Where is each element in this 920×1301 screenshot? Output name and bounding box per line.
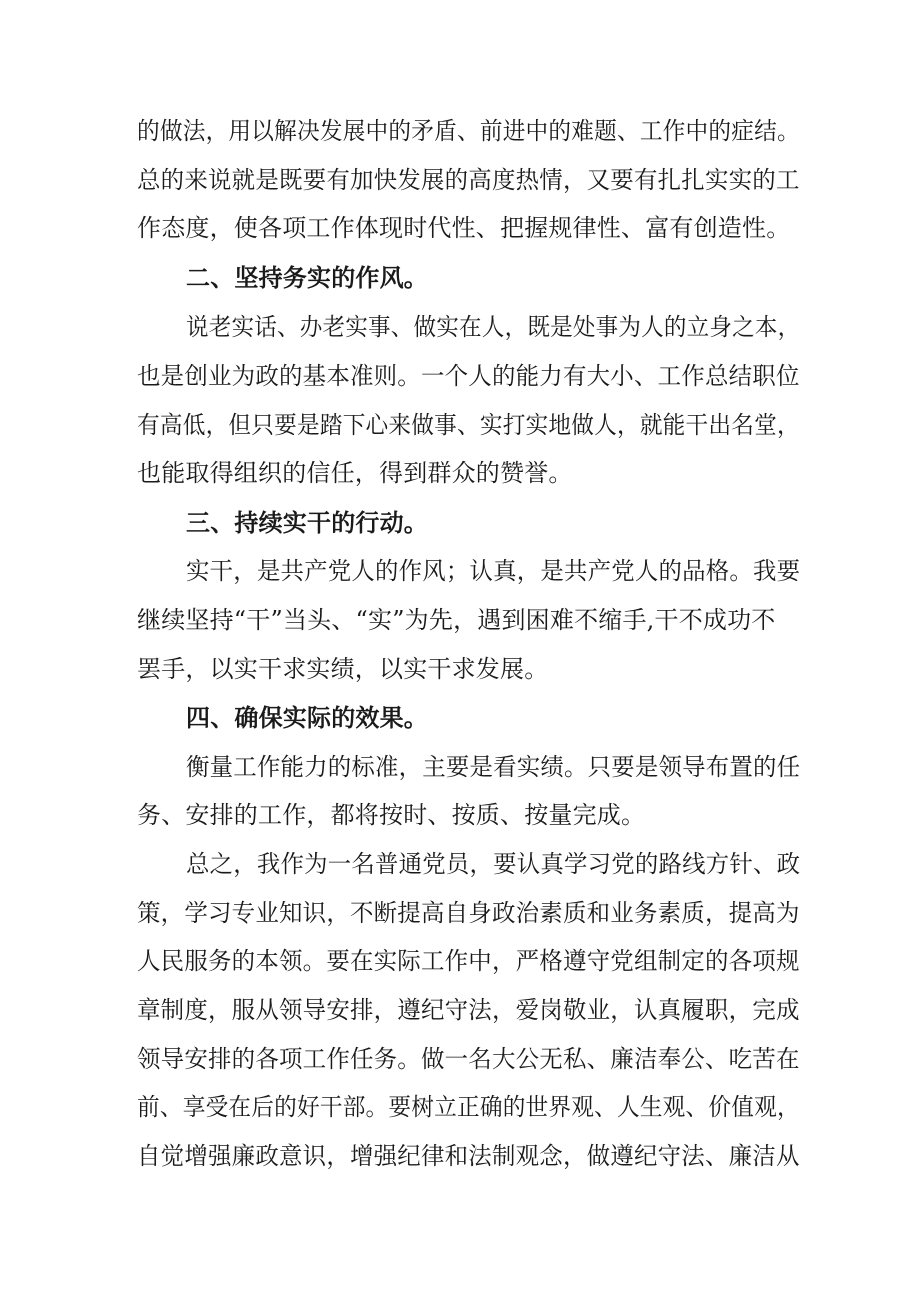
section-heading-2: 二、坚持务实的作风。 [186, 264, 428, 292]
text-line: 自觉增强廉政意识，增强纪律和法制观念，做遵纪守法、廉洁从 [137, 1142, 800, 1170]
section-heading-4: 四、确保实际的效果。 [186, 704, 428, 732]
text-line: 说老实话、办老实事、做实在人，既是处事为人的立身之本， [186, 313, 801, 341]
text-line: 前、享受在后的好干部。要树立正确的世界观、人生观、价值观， [137, 1093, 800, 1121]
text-line: 有高低，但只要是踏下心来做事、实打实地做人，就能干出名堂， [137, 411, 800, 439]
text-line: 也能取得组织的信任，得到群众的赞誉。 [137, 459, 573, 487]
text-line: 总之，我作为一名普通党员，要认真学习党的路线方针、政 [186, 850, 801, 878]
text-line: 罢手，以实干求实绩，以实干求发展。 [137, 655, 549, 683]
text-line: 衡量工作能力的标准，主要是看实绩。只要是领导布置的任 [186, 753, 801, 781]
text-line: 务、安排的工作，都将按时、按质、按量完成。 [137, 801, 646, 829]
text-line: 的做法，用以解决发展中的矛盾、前进中的难题、工作中的症结。 [137, 117, 800, 145]
text-line: 作态度，使各项工作体现时代性、把握规律性、富有创造性。 [137, 214, 791, 242]
text-line: 也是创业为政的基本准则。一个人的能力有大小、工作总结职位 [137, 362, 800, 390]
text-line: 领导安排的各项工作任务。做一名大公无私、廉洁奉公、吃苦在 [137, 1045, 800, 1073]
section-heading-3: 三、持续实干的行动。 [186, 509, 428, 537]
text-line: 人民服务的本领。要在实际工作中，严格遵守党组制定的各项规 [137, 947, 800, 975]
text-line: 总的来说就是既要有加快发展的高度热情，又要有扎扎实实的工 [137, 166, 800, 194]
text-line: 实干，是共产党人的作风；认真，是共产党人的品格。我要 [186, 557, 801, 585]
text-line: 章制度，服从领导安排，遵纪守法，爱岗敬业，认真履职，完成 [137, 996, 800, 1024]
text-line: 策，学习专业知识，不断提高自身政治素质和业务素质，提高为 [137, 899, 800, 927]
text-line: 继续坚持“干”当头、“实”为先，遇到困难不缩手,干不成功不 [137, 606, 776, 634]
